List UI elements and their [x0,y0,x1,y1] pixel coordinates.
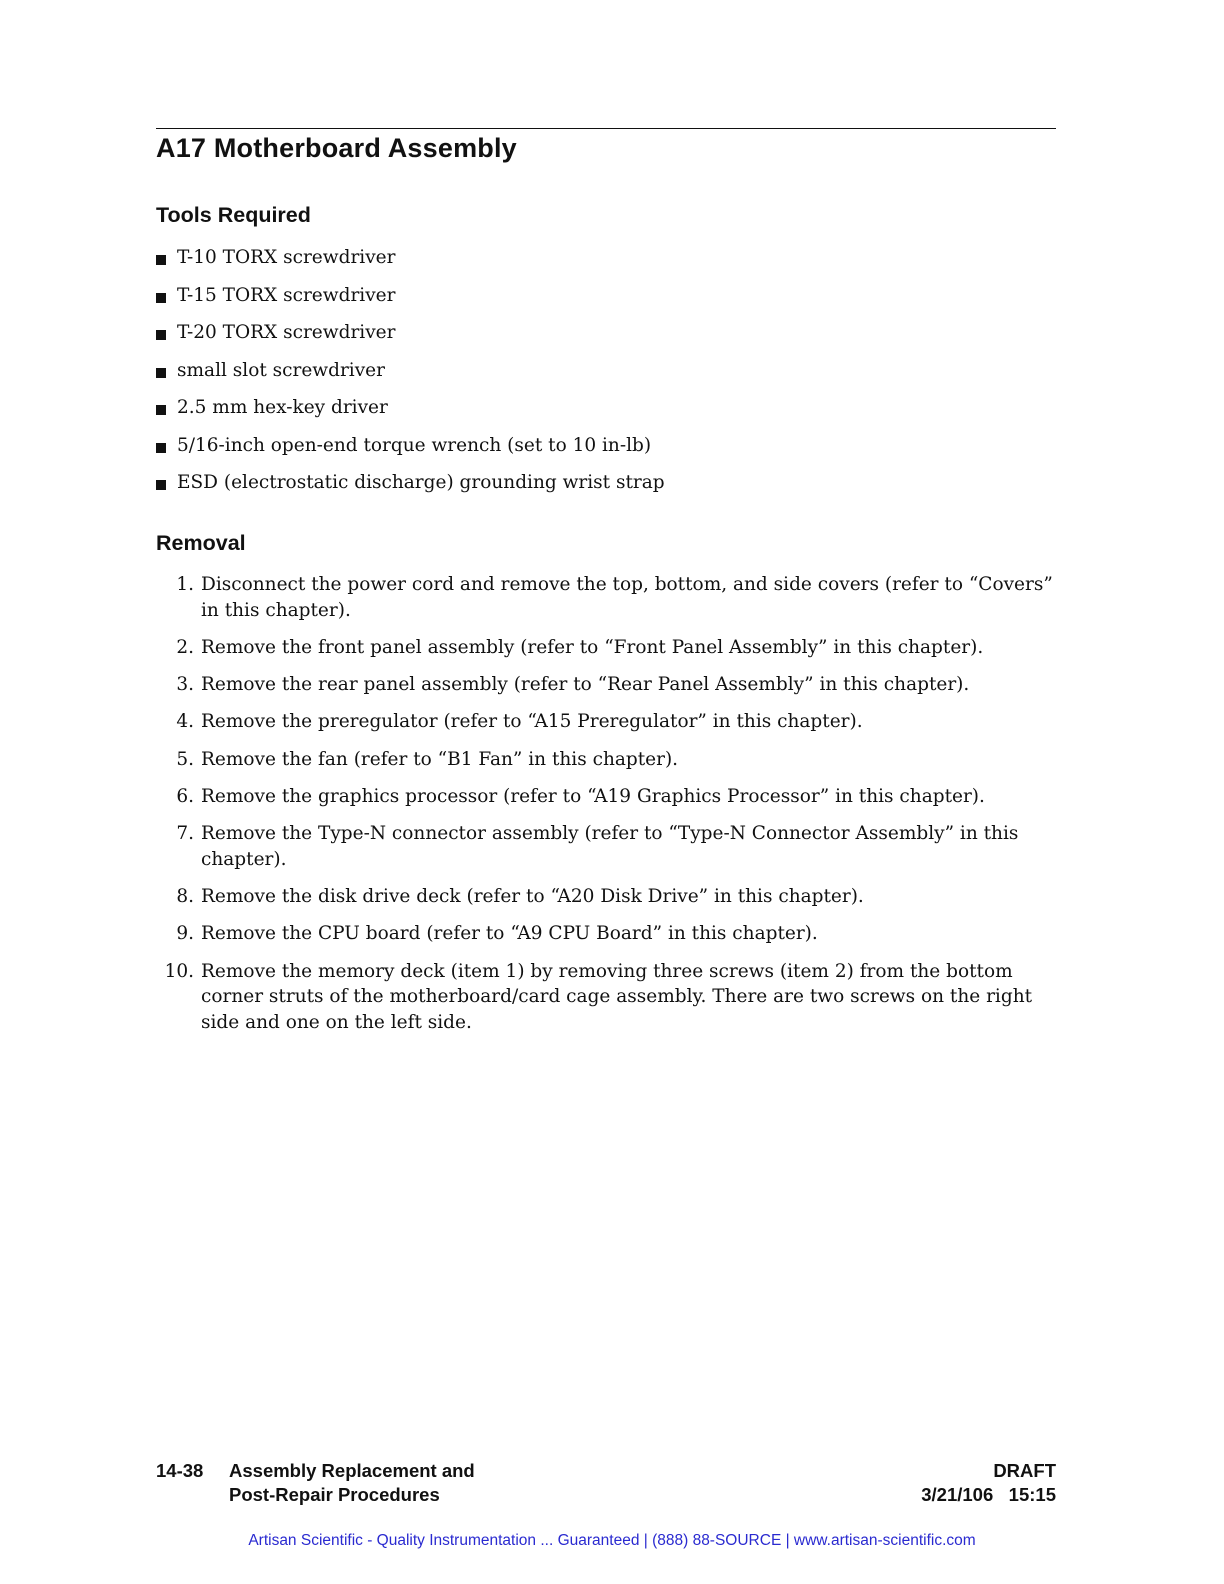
footer-time: 15:15 [1008,1484,1056,1505]
removal-step [156,884,1056,910]
tool-item [156,394,1056,432]
bullet-icon [156,255,166,265]
title-rule [156,128,1056,129]
tool-item [156,244,1056,282]
tool-item [156,469,1056,507]
removal-heading: Removal [156,531,246,555]
step-text: Remove the preregulator (refer to “A15 Preregulator” in this chapter). [201,711,863,733]
watermark-link[interactable]: Artisan Scientific - Quality Instrumentation ... Guaranteed | (888) 88-SOURCE | www.artisan-scientific.com [248,1532,976,1549]
step-text: Disconnect the power cord and remove the top, bottom, and side covers (refer to “Covers” in this chapter). [201,574,1053,621]
footer-status [921,1459,1056,1507]
footer-page-number: 14-38 [156,1460,204,1481]
step-text: Remove the CPU board (refer to “A9 CPU Board” in this chapter). [201,923,818,945]
footer-datetime [921,1483,1056,1507]
footer-section-line2: Post-Repair Procedures [229,1484,440,1505]
removal-step [156,784,1056,810]
removal-step [156,572,1056,623]
step-number: 5. [176,748,194,770]
step-number: 2. [176,636,194,658]
tools-list [156,244,1056,507]
removal-steps [156,572,1056,1047]
bullet-icon [156,368,166,378]
removal-step [156,959,1056,1036]
step-text: Remove the graphics processor (refer to “A19 Graphics Processor” in this chapter). [201,785,985,807]
step-text: Remove the fan (refer to “B1 Fan” in this chapter). [201,748,679,770]
step-number: 9. [176,923,194,945]
step-text: Remove the rear panel assembly (refer to “Rear Panel Assembly” in this chapter). [201,674,970,696]
step-number: 6. [176,785,194,807]
removal-step [156,709,1056,735]
footer-date: 3/21/106 [921,1484,994,1505]
step-text: Remove the Type-N connector assembly (refer to “Type-N Connector Assembly” in this chapter). [201,823,1019,870]
removal-step [156,747,1056,773]
bullet-icon [156,330,166,340]
tool-item [156,432,1056,470]
tools-heading: Tools Required [156,203,311,227]
footer-draft: DRAFT [993,1460,1056,1481]
page-title: A17 Motherboard Assembly [156,133,517,163]
bullet-icon [156,293,166,303]
step-text: Remove the memory deck (item 1) by removing three screws (item 2) from the bottom corner struts of the motherboard/card cage assembly. There are two screws on the right side and one on the left side. [201,960,1033,1033]
step-text: Remove the front panel assembly (refer to “Front Panel Assembly” in this chapter). [201,636,984,658]
tool-item-label: T-20 TORX screwdriver [177,322,396,343]
removal-step [156,821,1056,872]
bullet-icon [156,443,166,453]
tool-item [156,319,1056,357]
step-number: 10. [164,960,194,982]
tool-item-label: 5/16-inch open-end torque wrench (set to 10 in-lb) [177,434,652,456]
step-number: 3. [176,674,194,696]
tool-item-label: T-10 TORX screwdriver [177,247,396,268]
tool-item-label: small slot screwdriver [177,359,385,381]
tool-item-label: ESD (electrostatic discharge) grounding wrist strap [177,472,665,493]
removal-step [156,672,1056,698]
tool-item [156,282,1056,320]
step-number: 7. [176,823,194,845]
step-text: Remove the disk drive deck (refer to “A20 Disk Drive” in this chapter). [201,886,864,908]
footer-section-line1: Assembly Replacement and [229,1460,475,1481]
step-number: 1. [176,574,194,595]
removal-step [156,921,1056,947]
step-number: 4. [176,711,194,733]
step-number: 8. [176,886,194,908]
bullet-icon [156,480,166,490]
removal-step [156,635,1056,661]
tool-item-label: 2.5 mm hex-key driver [177,397,388,418]
bullet-icon [156,405,166,415]
tool-item-label: T-15 TORX screwdriver [177,284,396,306]
tool-item [156,357,1056,395]
footer-section-title [229,1459,475,1507]
